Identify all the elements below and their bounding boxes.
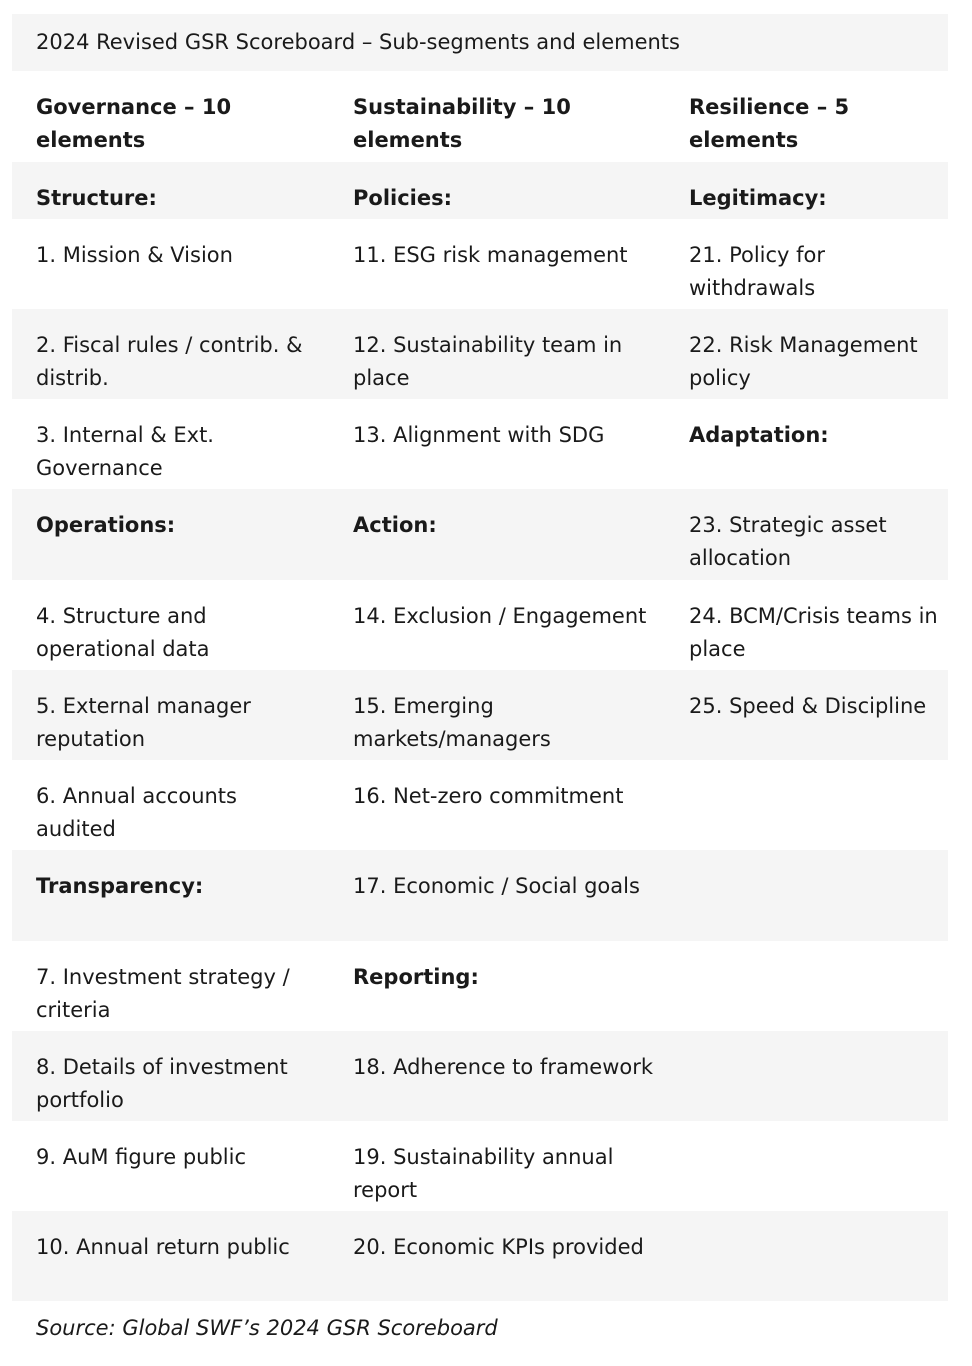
sustainability-cell: 19. Sustainability annual report: [353, 1145, 614, 1202]
governance-cell: 2. Fiscal rules / contrib. & distrib.: [12, 309, 329, 399]
resilience-cell: 23. Strategic asset allocation: [665, 489, 948, 580]
subsegment-label: Reporting:: [353, 965, 479, 989]
sustainability-cell: 17. Economic / Social goals: [329, 850, 665, 941]
resilience-cell: [665, 941, 948, 1031]
table-row: [12, 219, 948, 309]
sustainability-cell: 20. Economic KPIs provided: [329, 1211, 665, 1301]
table-row: [12, 850, 948, 941]
sustainability-cell: 12. Sustainability team in place: [329, 309, 665, 399]
resilience-cell: 25. Speed & Discipline: [665, 670, 948, 760]
sustainability-cell: 11. ESG risk management: [353, 243, 628, 267]
governance-cell: 1. Mission & Vision: [36, 243, 233, 267]
table-row: [12, 162, 948, 219]
header-governance: Governance – 10 elements: [36, 95, 232, 152]
resilience-cell: [665, 760, 948, 850]
table-row: [12, 760, 948, 850]
resilience-cell: 22. Risk Management policy: [665, 309, 948, 399]
subsegment-label: Action:: [329, 489, 665, 580]
subsegment-label: Transparency:: [12, 850, 329, 941]
subsegment-label: Adaptation:: [689, 423, 829, 447]
header-resilience: Resilience – 5 elements: [689, 95, 850, 152]
table-title: 2024 Revised GSR Scoreboard – Sub-segments and elements: [12, 14, 948, 71]
sustainability-cell: 15. Emerging markets/managers: [329, 670, 665, 760]
table-title-row: [12, 14, 948, 71]
source-caption: Source: Global SWF’s 2024 GSR Scoreboard: [36, 1316, 498, 1340]
table-row: [12, 941, 948, 1031]
sustainability-cell: 18. Adherence to framework: [329, 1031, 665, 1121]
table-header-row: [12, 71, 948, 162]
resilience-cell: 24. BCM/Crisis teams in place: [689, 604, 938, 661]
sustainability-cell: 16. Net-zero commitment: [353, 784, 624, 808]
resilience-cell: 21. Policy for withdrawals: [689, 243, 826, 300]
table-row: [12, 670, 948, 760]
governance-cell: 9. AuM figure public: [36, 1145, 246, 1169]
subsegment-label: Operations:: [12, 489, 329, 580]
governance-cell: 8. Details of investment portfolio: [12, 1031, 329, 1121]
table-row: [12, 1121, 948, 1211]
resilience-cell: [665, 1211, 948, 1301]
subsegment-label: Structure:: [12, 162, 329, 219]
subsegment-label: Legitimacy:: [665, 162, 948, 219]
resilience-cell: [665, 1121, 948, 1211]
governance-cell: 10. Annual return public: [12, 1211, 329, 1301]
table-row: [12, 489, 948, 580]
table-row: [12, 399, 948, 489]
table-row: [12, 1031, 948, 1121]
subsegment-label: Policies:: [329, 162, 665, 219]
sustainability-cell: 14. Exclusion / Engagement: [353, 604, 647, 628]
sustainability-cell: 13. Alignment with SDG: [353, 423, 605, 447]
governance-cell: 3. Internal & Ext. Governance: [36, 423, 214, 480]
governance-cell: 5. External manager reputation: [12, 670, 329, 760]
governance-cell: 7. Investment strategy / criteria: [36, 965, 290, 1022]
table-row: [12, 580, 948, 670]
scoreboard-table: [12, 14, 948, 1301]
resilience-cell: [665, 1031, 948, 1121]
resilience-cell: [665, 850, 948, 941]
governance-cell: 4. Structure and operational data: [36, 604, 210, 661]
governance-cell: 6. Annual accounts audited: [36, 784, 237, 841]
table-row: [12, 1211, 948, 1301]
header-sustainability: Sustainability – 10 elements: [353, 95, 571, 152]
table-row: [12, 309, 948, 399]
